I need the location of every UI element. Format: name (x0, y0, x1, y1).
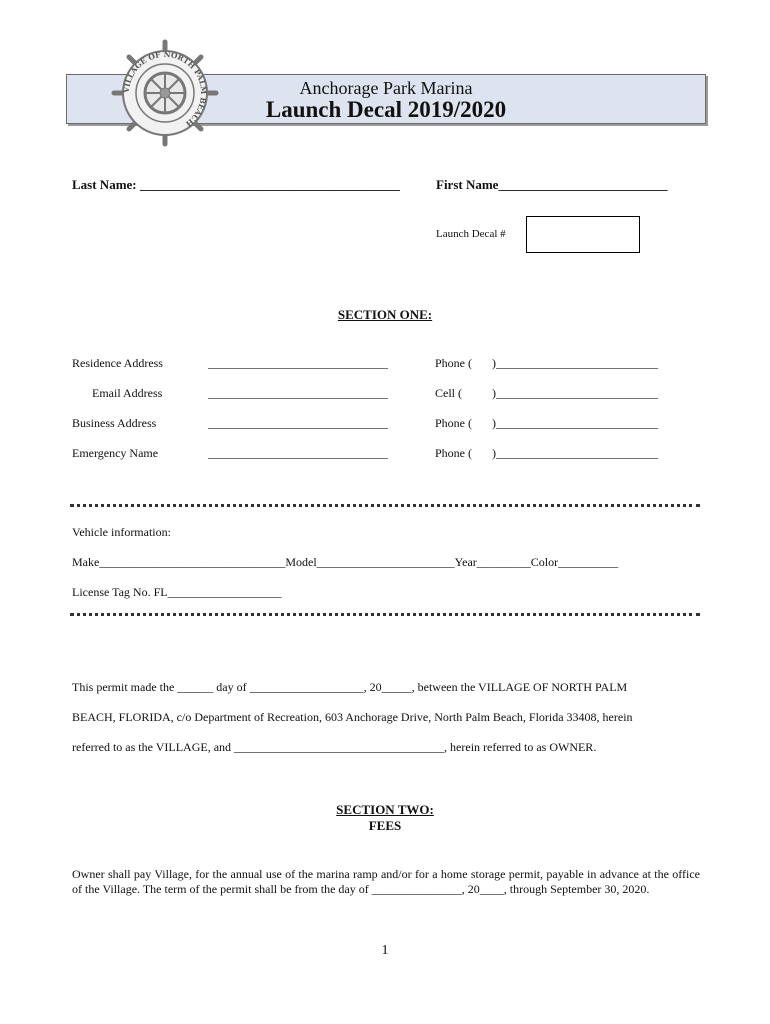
section-one-title: SECTION ONE: (337, 307, 433, 322)
emergency-phone-line[interactable]: )___________________________ (492, 446, 658, 460)
business-address-line[interactable]: ______________________________ (208, 416, 388, 430)
business-phone-line[interactable]: )___________________________ (492, 416, 658, 430)
emergency-name-label: Emergency Name (72, 446, 159, 460)
seal-text: VILLAGE OF NORTH PALM BEACH (121, 49, 209, 129)
launch-decal-label: Launch Decal # (436, 228, 506, 240)
fees-paragraph: Owner shall pay Village, for the annual use of the marina ramp and/or for a home storage permit, payable in advance at the office of the Village. The term of the permit shall be from the day of _______________, 20____, through September 30, 2020. (72, 867, 700, 896)
cell-label: Cell ( (435, 386, 462, 400)
village-seal-logo (110, 38, 220, 148)
residence-address-label: Residence Address (72, 356, 163, 370)
cell-line[interactable]: )___________________________ (492, 386, 658, 400)
vehicle-info-heading: Vehicle information: (72, 525, 171, 539)
vehicle-make-model-line[interactable]: Make_______________________________Model_______________________Year_________Color__________ (72, 555, 619, 569)
permit-text-line: referred to as the VILLAGE, and ___________________________________, herein referred to as OWNER. (72, 740, 597, 754)
email-address-label: Email Address (92, 386, 163, 400)
email-address-line[interactable]: ______________________________ (208, 386, 388, 400)
permit-text-line: BEACH, FLORIDA, c/o Department of Recreation, 603 Anchorage Drive, North Palm Beach, Florida 33408, herein (72, 710, 633, 724)
section-two-subtitle: FEES (368, 818, 402, 833)
header-subtitle: Anchorage Park Marina (299, 78, 473, 98)
launch-decal-number-box[interactable] (526, 216, 640, 253)
phone-line[interactable]: )___________________________ (492, 356, 658, 370)
last-name-field[interactable]: Last Name: ________________________________________ (72, 177, 400, 192)
permit-text-line: This permit made the ______ day of ___________________, 20_____, between the VILLAGE OF NORTH PALM (72, 680, 628, 694)
license-tag-line[interactable]: License Tag No. FL___________________ (72, 585, 282, 599)
emergency-name-line[interactable]: ______________________________ (208, 446, 388, 460)
first-name-field[interactable]: First Name__________________________ (436, 177, 668, 192)
page-number: 1 (381, 943, 389, 958)
business-address-label: Business Address (72, 416, 157, 430)
phone-label: Phone ( (435, 356, 472, 370)
business-phone-label: Phone ( (435, 416, 472, 430)
emergency-phone-label: Phone ( (435, 446, 472, 460)
dotted-divider (70, 613, 700, 616)
dotted-divider (70, 504, 700, 507)
section-two-title: SECTION TWO: (336, 802, 434, 817)
header-title: Launch Decal 2019/2020 (265, 97, 507, 122)
residence-address-line[interactable]: ______________________________ (208, 356, 388, 370)
